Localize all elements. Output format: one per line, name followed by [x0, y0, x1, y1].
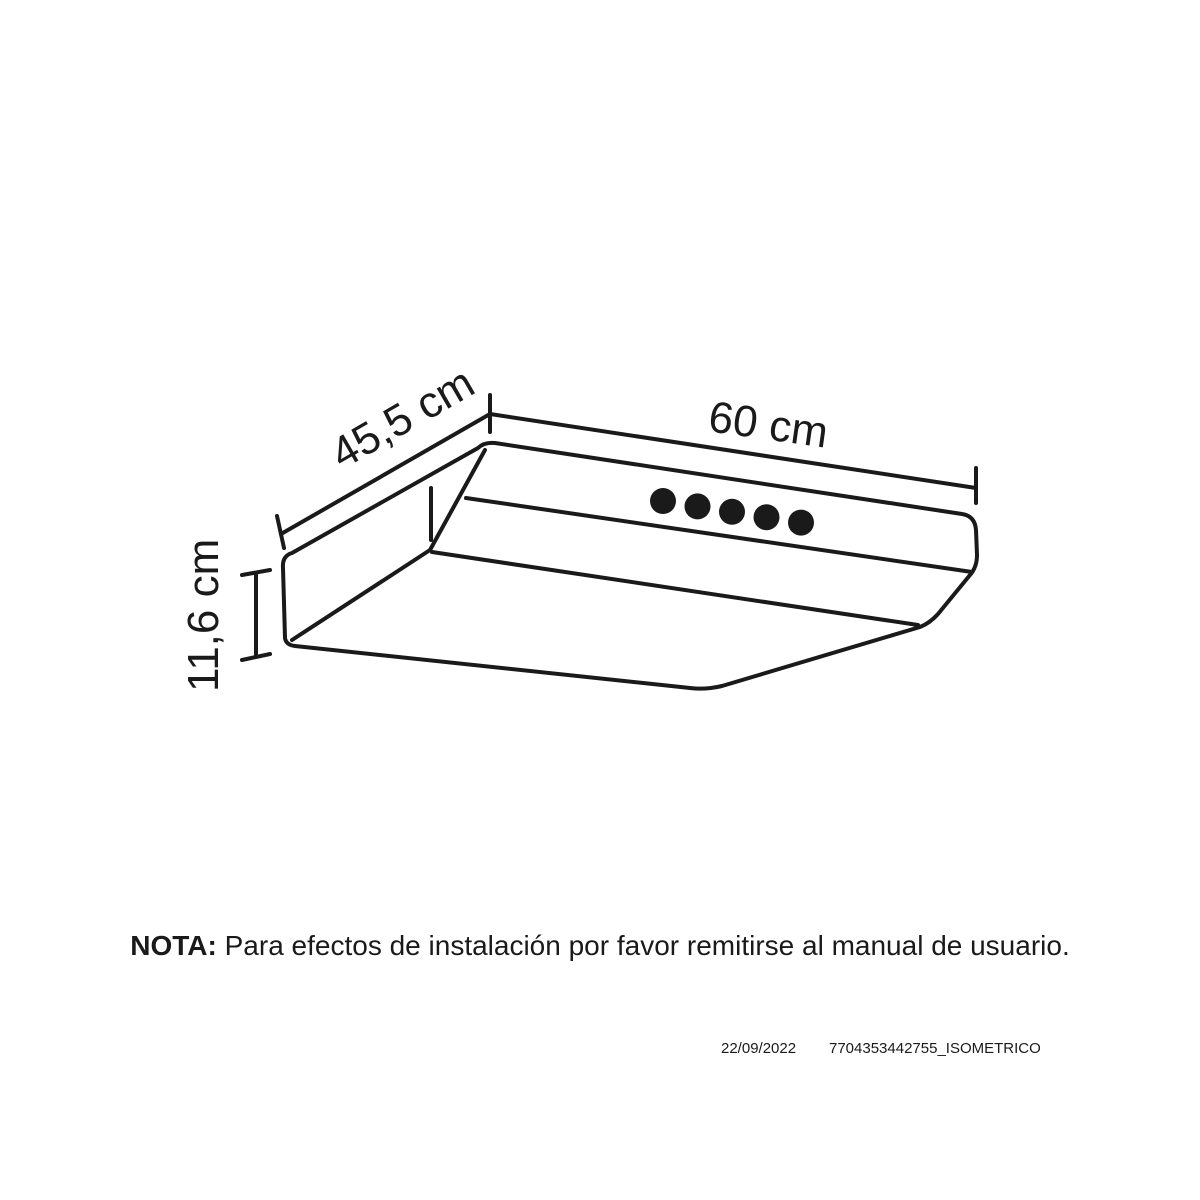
lamp-outline: [283, 443, 977, 689]
height-dimension-line: [242, 570, 270, 660]
note-text: Para efectos de instalación por favor remitirse al manual de usuario.: [224, 930, 1070, 961]
led-dot: [650, 488, 676, 514]
height-label: 11,6 cm: [179, 538, 228, 692]
lamp-band-top-line: [466, 498, 972, 572]
installation-note: [0, 930, 1200, 962]
note-label: NOTA:: [130, 930, 217, 961]
width-label: 60 cm: [705, 392, 832, 458]
led-dot: [788, 510, 814, 536]
footer-date: 22/09/2022: [721, 1040, 797, 1057]
lamp-bevel-edge: [292, 450, 485, 640]
led-dot: [719, 499, 745, 525]
footer-code: 7704353442755_ISOMETRICO: [829, 1040, 1041, 1057]
depth-label: 45,5 cm: [322, 357, 483, 479]
lamp-band-bottom-line: [432, 552, 918, 625]
led-dot: [754, 504, 780, 530]
led-dot: [685, 493, 711, 519]
